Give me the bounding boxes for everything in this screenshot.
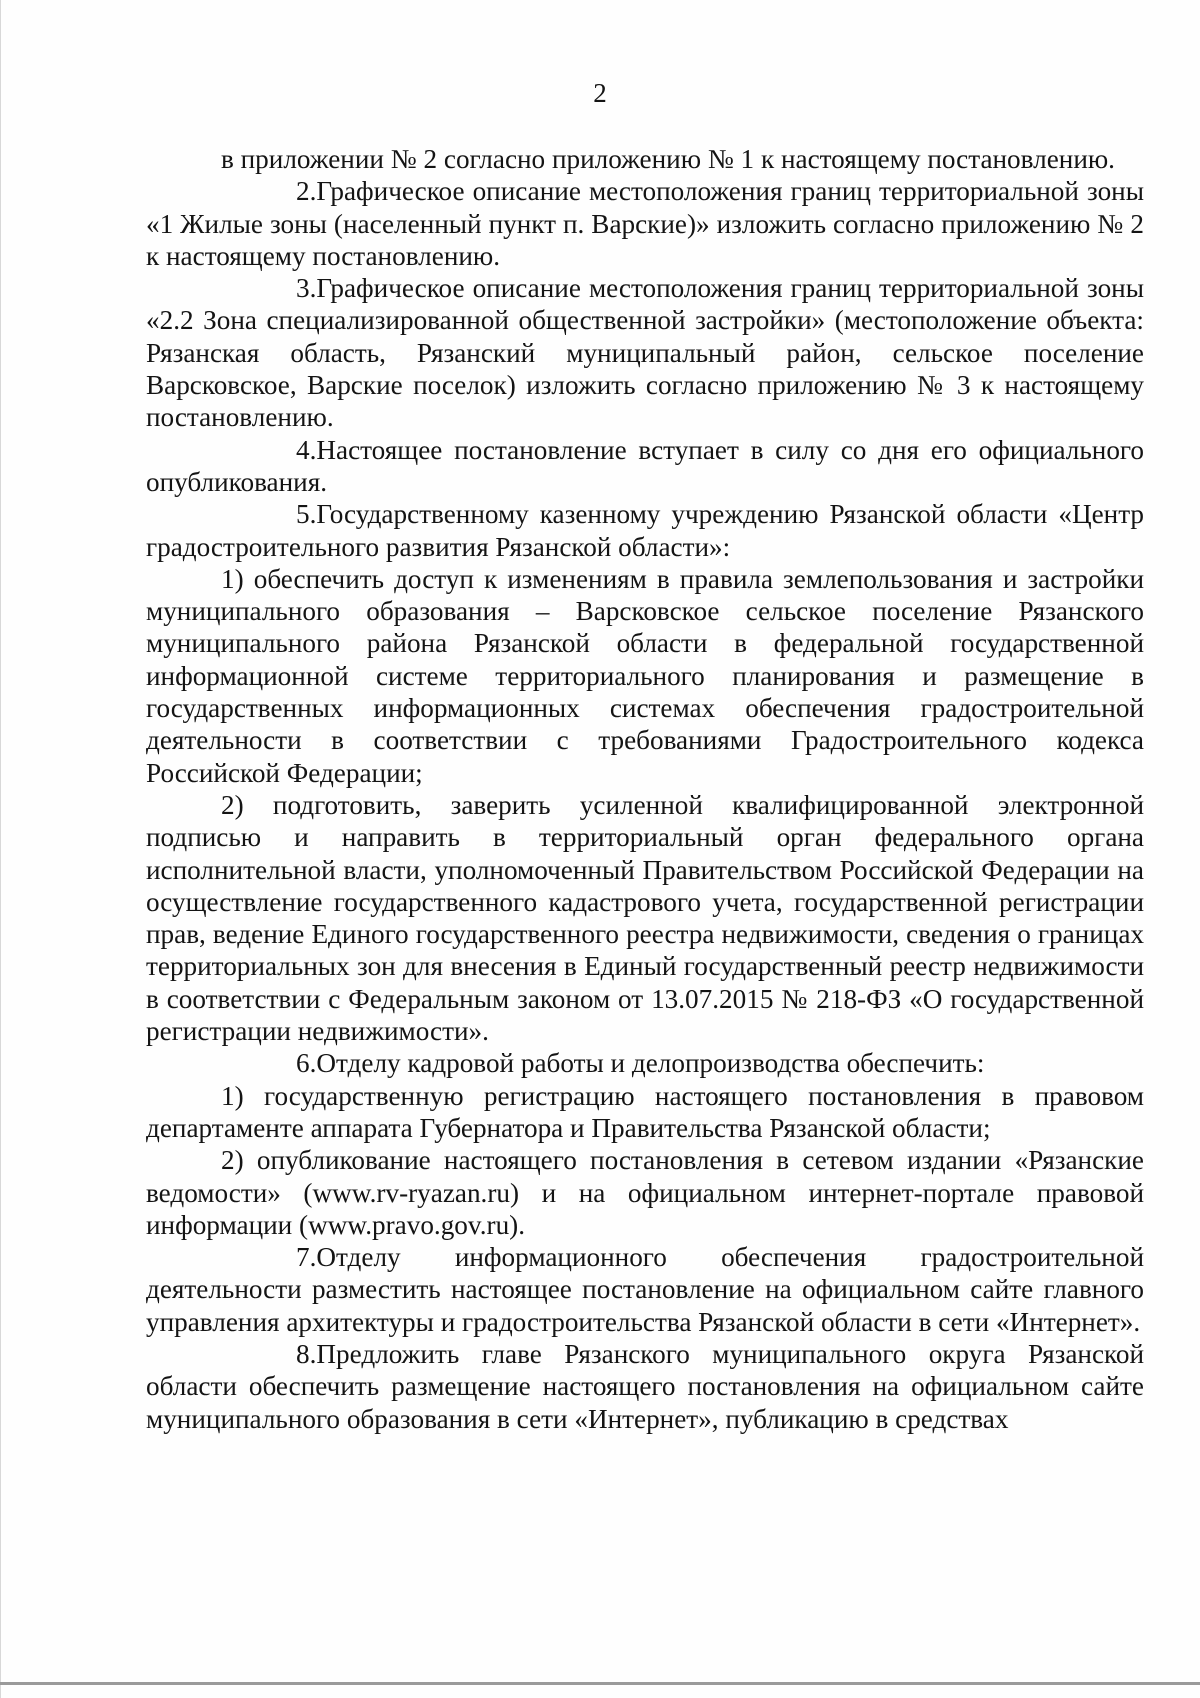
paragraph-item-2 <box>146 175 1144 272</box>
subparagraph-5-2 <box>146 789 1144 1047</box>
paragraph-item-6 <box>146 1047 1144 1079</box>
paragraph-number: 1) <box>221 563 244 594</box>
paragraph-item-5 <box>146 498 1144 563</box>
subparagraph-5-1 <box>146 563 1144 789</box>
paragraph-item-3 <box>146 272 1144 433</box>
paragraph-text: Отделу кадровой работы и делопроизводства обеспечить: <box>316 1048 985 1079</box>
paragraph-item-4 <box>146 434 1144 499</box>
paragraph-item-8 <box>146 1338 1144 1435</box>
paragraph-continuation <box>146 143 1144 175</box>
paragraph-text: обеспечить доступ к изменениям в правила землепользования и застройки муниципального образования – Варсковское сельское поселение Рязанского муниципального района Рязанской области в федеральной государственной информационной системе территориального планирования и размещение в государственных информационных системах обеспечения градостроительной деятельности в соответствии с требованиями Градостроительного кодекса Российской Федерации; <box>146 563 1145 788</box>
paragraph-text: в приложении № 2 согласно приложению № 1 к настоящему постановлению. <box>221 144 1115 174</box>
subparagraph-6-2 <box>146 1144 1144 1241</box>
paragraph-number: 3. <box>296 273 317 304</box>
paragraph-text: Государственному казенному учреждению Рязанской области «Центр градостроительного развития Рязанской области»: <box>146 499 1144 562</box>
subparagraph-6-1 <box>146 1080 1144 1145</box>
paragraph-text: опубликование настоящего постановления в сетевом издании «Рязанские ведомости» (www.rv-ryazan.ru) и на официальном интернет-портале правовой информации (www.pravo.gov.ru). <box>146 1145 1144 1240</box>
scan-edge-bottom <box>0 1682 1200 1685</box>
paragraph-text: Графическое описание местоположения границ территориальной зоны «1 Жилые зоны (населенный пункт п. Варские)» изложить согласно приложению № 2 к настоящему постановлению. <box>146 176 1144 271</box>
paragraph-number: 8. <box>296 1338 317 1369</box>
paragraph-text: Графическое описание местоположения границ территориальной зоны «2.2 Зона специализированной общественной застройки» (местоположение объекта: Рязанская область, Рязанский муниципальный район, сельское поселение Варсковское, Варские поселок) изложить согласно приложению № 3 к настоящему постановлению. <box>146 273 1144 433</box>
paragraph-text: Предложить главе Рязанского муниципального округа Рязанской области обеспечить размещение настоящего постановления на официальном сайте муниципального образования в сети «Интернет», публикацию в средствах <box>146 1338 1144 1434</box>
page-number: 2 <box>593 78 607 108</box>
paragraph-number: 5. <box>296 499 317 530</box>
paragraph-number: 2) <box>221 789 244 820</box>
paragraph-item-7 <box>146 1241 1144 1338</box>
document-body <box>146 143 1144 1435</box>
paragraph-number: 4. <box>296 434 317 465</box>
paragraph-number: 1) <box>221 1080 244 1111</box>
paragraph-number: 2. <box>296 176 317 207</box>
paragraph-text: Отделу информационного обеспечения градостроительной деятельности разместить настоящее постановление на официальном сайте главного управления архитектуры и градостроительства Рязанской области в сети «Интернет». <box>146 1242 1144 1337</box>
paragraph-number: 2) <box>221 1145 244 1176</box>
paragraph-text: Настоящее постановление вступает в силу со дня его официального опубликования. <box>146 434 1144 497</box>
paragraph-number: 7. <box>296 1242 317 1273</box>
scan-edge-left <box>0 0 1 1698</box>
paragraph-number: 6. <box>296 1048 317 1079</box>
paragraph-text: подготовить, заверить усиленной квалифицированной электронной подписью и направить в территориальный орган федерального органа исполнительной власти, уполномоченный Правительством Российской Федерации на осуществление государственного кадастрового учета, государственной регистрации прав, ведение Единого государственного реестра недвижимости, сведения о границах территориальных зон для внесения в Единый государственный реестр недвижимости в соответствии с Федеральным законом от 13.07.2015 № 218-ФЗ «О государственной регистрации недвижимости». <box>146 789 1145 1047</box>
paragraph-text: государственную регистрацию настоящего постановления в правовом департаменте аппарата Губернатора и Правительства Рязанской области; <box>146 1080 1145 1143</box>
